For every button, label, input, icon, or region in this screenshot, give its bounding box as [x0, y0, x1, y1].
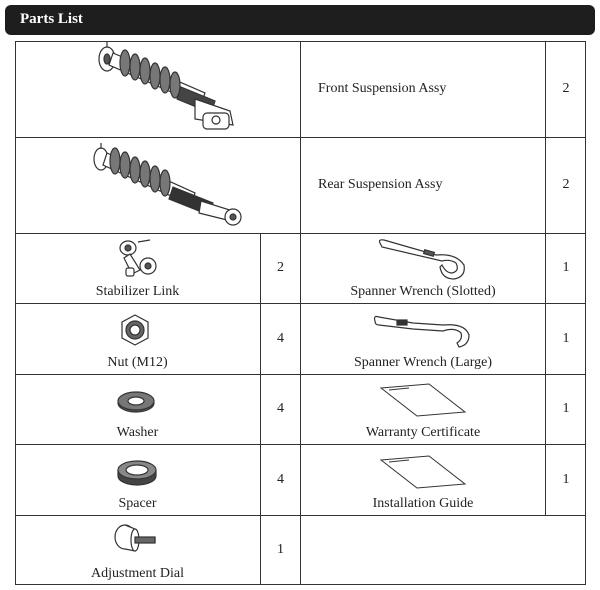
- item-installation-guide: [301, 444, 545, 515]
- rear-suspension-row: [15, 137, 586, 233]
- washer-icon: [116, 388, 156, 414]
- item-stabilizer-link: [15, 233, 260, 303]
- front-suspension-icon: [85, 43, 245, 135]
- rear-suspension-name: Rear Suspension Assy: [318, 177, 443, 192]
- nut-qty: 4: [277, 330, 284, 346]
- washer-label: Washer: [116, 425, 159, 440]
- nut-label: Nut (M12): [107, 355, 168, 370]
- front-suspension-name: Front Suspension Assy: [318, 81, 447, 96]
- rear-suspension-icon: [83, 141, 253, 231]
- installation-guide-qty: 1: [562, 471, 570, 487]
- page-title: Parts List: [20, 11, 83, 27]
- front-suspension-name-cell: [301, 41, 545, 137]
- front-suspension-qty-cell: [546, 41, 586, 137]
- adjustment-dial-qty-cell: [261, 515, 300, 585]
- spacer-label: Spacer: [118, 496, 157, 511]
- item-warranty-certificate: [301, 374, 545, 444]
- large-wrench-icon: [373, 311, 473, 351]
- large-wrench-qty: 1: [562, 330, 570, 346]
- front-suspension-row: [15, 41, 586, 137]
- stabilizer-link-label: Stabilizer Link: [95, 284, 180, 299]
- stabilizer-link-qty-cell: [261, 233, 300, 303]
- spacer-icon: [115, 458, 159, 488]
- slotted-wrench-qty: 1: [562, 260, 570, 275]
- installation-guide-label: Installation Guide: [372, 496, 474, 511]
- item-washer: [15, 374, 260, 444]
- item-slotted-wrench: [301, 233, 545, 303]
- warranty-certificate-qty: 1: [562, 401, 570, 416]
- large-wrench-qty-cell: [546, 303, 586, 374]
- installation-guide-qty-cell: [546, 444, 586, 515]
- rear-suspension-name-cell: [301, 137, 545, 233]
- rear-suspension-image: [83, 141, 253, 231]
- rear-suspension-qty-cell: [546, 137, 586, 233]
- spacer-qty: 4: [277, 471, 284, 487]
- adjustment-dial-label: Adjustment Dial: [91, 566, 184, 581]
- washer-qty: 4: [277, 401, 284, 416]
- guide-icon: [379, 454, 467, 490]
- slotted-wrench-icon: [376, 237, 472, 281]
- slotted-wrench-qty-cell: [546, 233, 586, 303]
- warranty-certificate-qty-cell: [546, 374, 586, 444]
- stabilizer-link-qty: 2: [277, 260, 284, 275]
- item-adjustment-dial: [15, 515, 260, 585]
- item-nut: [15, 303, 260, 374]
- stabilizer-link-icon: [110, 236, 170, 280]
- nut-qty-cell: [261, 303, 300, 374]
- rear-suspension-qty: 2: [562, 177, 570, 192]
- nut-icon: [118, 313, 152, 347]
- item-spacer: [15, 444, 260, 515]
- warranty-certificate-label: Warranty Certificate: [365, 425, 481, 440]
- washer-qty-cell: [261, 374, 300, 444]
- spacer-qty-cell: [261, 444, 300, 515]
- certificate-icon: [379, 382, 467, 418]
- front-suspension-qty: 2: [562, 81, 570, 96]
- adjustment-dial-qty: 1: [277, 542, 284, 557]
- item-large-wrench: [301, 303, 545, 374]
- adjustment-dial-icon: [111, 521, 161, 563]
- slotted-wrench-label: Spanner Wrench (Slotted): [350, 284, 496, 299]
- large-wrench-label: Spanner Wrench (Large): [353, 355, 493, 370]
- front-suspension-image: [85, 43, 245, 135]
